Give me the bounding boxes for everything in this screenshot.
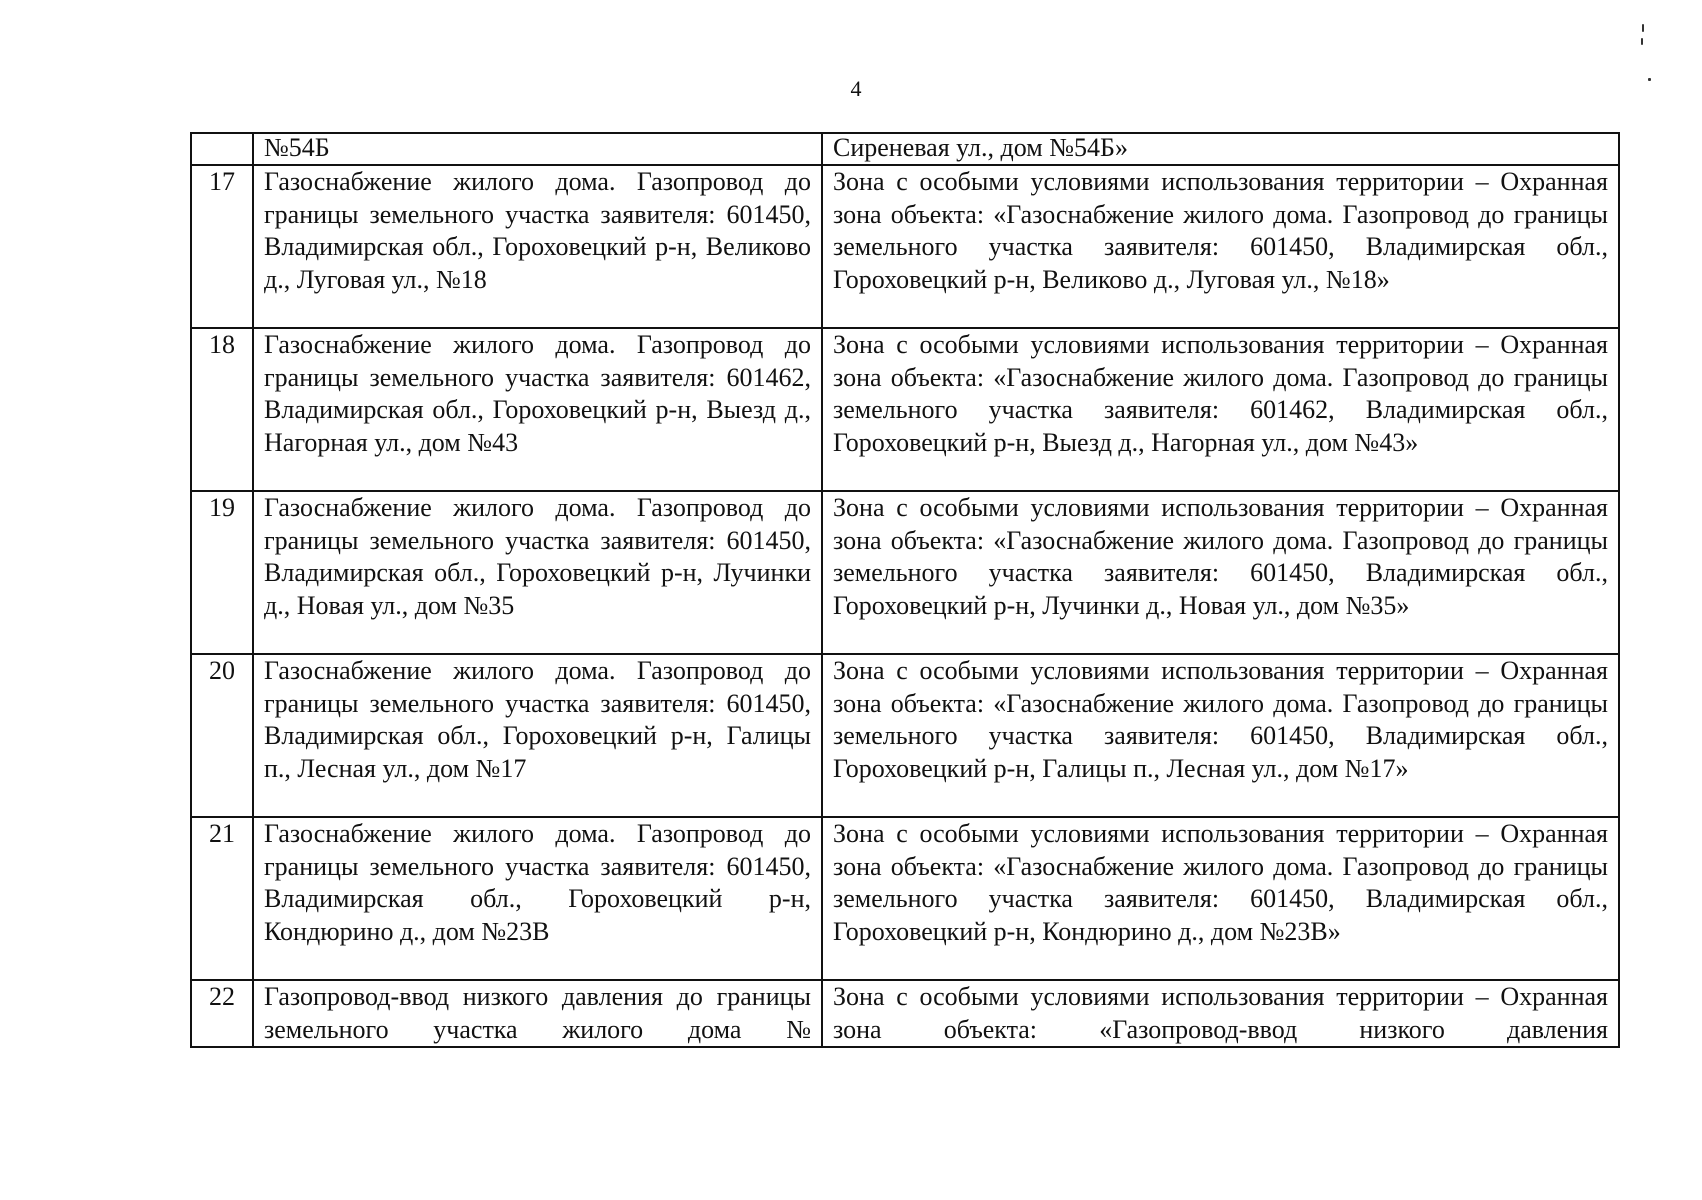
zone-description: Зона с особыми условиями использования территории – Охранная зона объекта: «Газоснабжение жилого дома. Газопровод до границы земельного участка заявителя: 601462, Владимирская обл., Гороховецкий р-н, Выезд д., Нагорная ул., дом №43» — [833, 330, 1608, 457]
row-number-cell — [191, 491, 253, 654]
row-number: 22 — [209, 982, 235, 1011]
table-row — [191, 491, 1619, 654]
object-name: Газоснабжение жилого дома. Газопровод до границы земельного участка заявителя: 601450, Владимирская обл., Гороховецкий р-н, Великово д., Луговая ул., №18 — [264, 167, 811, 294]
zone-description-cell — [822, 165, 1619, 328]
table-row — [191, 328, 1619, 491]
table-row — [191, 165, 1619, 328]
row-number: 20 — [209, 656, 235, 685]
row-number-cell — [191, 980, 253, 1047]
object-name: №54Б — [264, 133, 330, 162]
row-number-cell — [191, 817, 253, 980]
object-name-cell — [253, 491, 822, 654]
zone-description-cell — [822, 133, 1619, 165]
row-number: 21 — [209, 819, 235, 848]
row-number-cell — [191, 133, 253, 165]
zone-description: Зона с особыми условиями использования территории – Охранная зона объекта: «Газопровод-ввод низкого давления — [833, 982, 1608, 1044]
row-number-cell — [191, 165, 253, 328]
row-number: 18 — [209, 330, 235, 359]
row-number-cell — [191, 328, 253, 491]
row-number: 17 — [209, 167, 235, 196]
object-name: Газоснабжение жилого дома. Газопровод до границы земельного участка заявителя: 601450, Владимирская обл., Гороховецкий р-н, Лучинки д., Новая ул., дом №35 — [264, 493, 811, 620]
table-row — [191, 817, 1619, 980]
zone-description-cell — [822, 817, 1619, 980]
zone-description: Сиреневая ул., дом №54Б» — [833, 133, 1128, 162]
object-name: Газоснабжение жилого дома. Газопровод до границы земельного участка заявителя: 601450, Владимирская обл., Гороховецкий р-н, Кондюрино д., дом №23В — [264, 819, 811, 946]
scan-speck — [1648, 78, 1651, 81]
object-name-cell — [253, 817, 822, 980]
zone-description: Зона с особыми условиями использования территории – Охранная зона объекта: «Газоснабжение жилого дома. Газопровод до границы земельного участка заявителя: 601450, Владимирская обл., Гороховецкий р-н, Галицы п., Лесная ул., дом №17» — [833, 656, 1608, 783]
object-name-cell — [253, 165, 822, 328]
object-name-cell — [253, 980, 822, 1047]
page-number: 4 — [850, 76, 862, 101]
zone-description-cell — [822, 654, 1619, 817]
row-number-cell — [191, 654, 253, 817]
row-number: 19 — [209, 493, 235, 522]
zone-description: Зона с особыми условиями использования территории – Охранная зона объекта: «Газоснабжение жилого дома. Газопровод до границы земельного участка заявителя: 601450, Владимирская обл., Гороховецкий р-н, Кондюрино д., дом №23В» — [833, 819, 1608, 946]
object-name: Газоснабжение жилого дома. Газопровод до границы земельного участка заявителя: 601462, Владимирская обл., Гороховецкий р-н, Выезд д., Нагорная ул., дом №43 — [264, 330, 811, 457]
object-name-cell — [253, 654, 822, 817]
object-name: Газоснабжение жилого дома. Газопровод до границы земельного участка заявителя: 601450, Владимирская обл., Гороховецкий р-н, Галицы п., Лесная ул., дом №17 — [264, 656, 811, 783]
scan-speck — [1642, 24, 1644, 32]
document-table — [190, 132, 1620, 1048]
object-name: Газопровод-ввод низкого давления до границы земельного участка жилого дома № — [264, 982, 811, 1044]
table-row — [191, 133, 1619, 165]
scan-speck — [1641, 38, 1643, 45]
zone-description: Зона с особыми условиями использования территории – Охранная зона объекта: «Газоснабжение жилого дома. Газопровод до границы земельного участка заявителя: 601450, Владимирская обл., Гороховецкий р-н, Великово д., Луговая ул., №18» — [833, 167, 1608, 294]
table-row — [191, 980, 1619, 1047]
object-name-cell — [253, 133, 822, 165]
table-row — [191, 654, 1619, 817]
zone-description-cell — [822, 328, 1619, 491]
object-name-cell — [253, 328, 822, 491]
zone-description-cell — [822, 980, 1619, 1047]
zone-description-cell — [822, 491, 1619, 654]
zone-description: Зона с особыми условиями использования территории – Охранная зона объекта: «Газоснабжение жилого дома. Газопровод до границы земельного участка заявителя: 601450, Владимирская обл., Гороховецкий р-н, Лучинки д., Новая ул., дом №35» — [833, 493, 1608, 620]
